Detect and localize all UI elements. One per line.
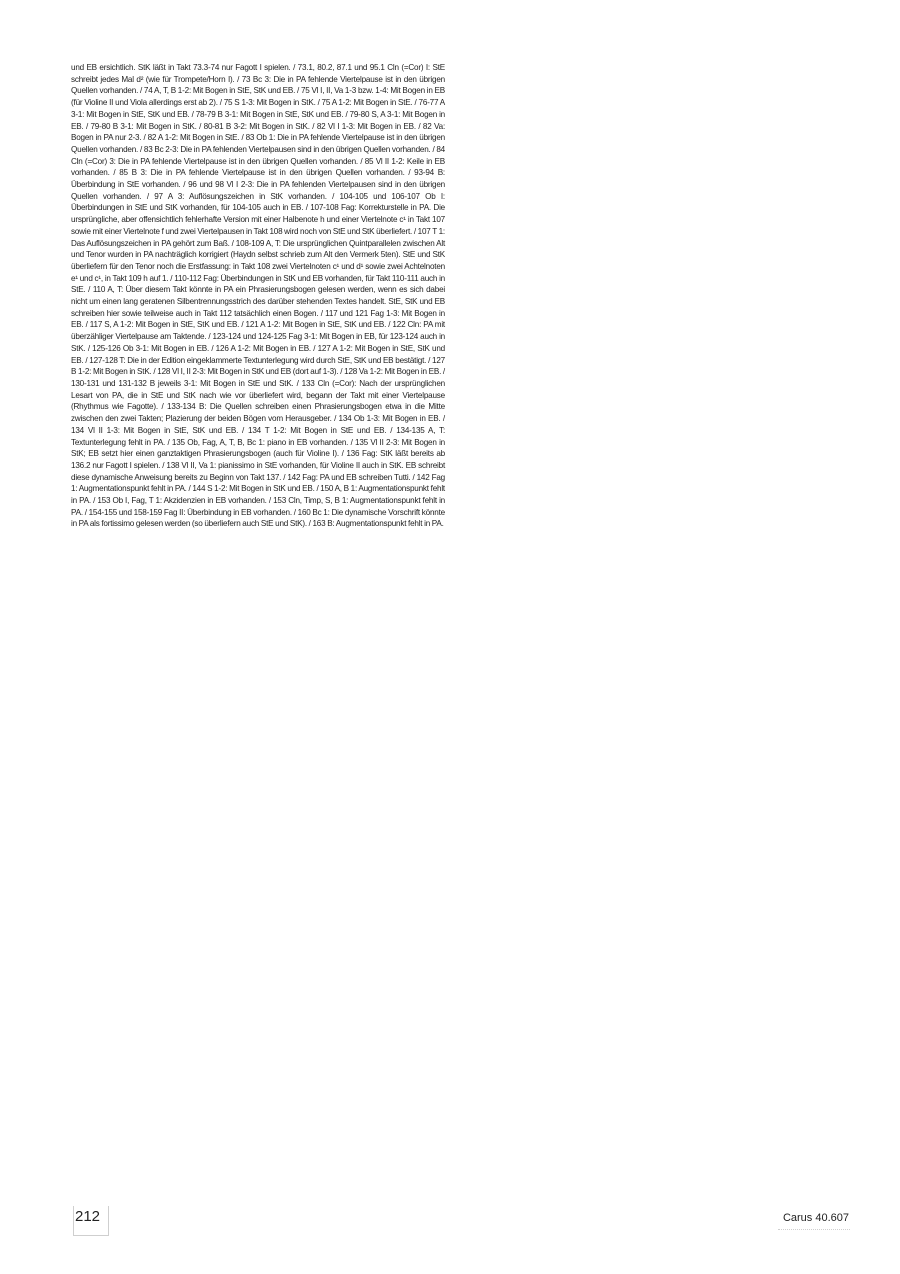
page-number: 212 [75, 1208, 101, 1225]
catalog-number: Carus 40.607 [782, 1212, 849, 1224]
critical-report-paragraph: und EB ersichtlich. StK läßt in Takt 73.3-74 nur Fagott I spielen. / 73.1, 80.2, 87.1 und 95.1 Cln (=Cor) I: StE schreibt jedes Mal d² (wie für Trompete/Horn I). / 73 Bc 3: Die in PA fehlende Viertelpause ist in den übrigen Quellen vorhanden. / 74 A, T, B 1-2: Mit Bogen in StE, StK und EB. / 75 Vl I, II, Va 1-3 bzw. 1-4: Mit Bogen in EB (für Violine II und Viola allerdings erst ab 2). / 75 S 1-3: Mit Bogen in StK. / 75 A 1-2: Mit Bogen in StE. / 76-77 A 3-1: Mit Bogen in StE, StK und EB. / 78-79 B 3-1: Mit Bogen in StE, StK und EB. / 79-80 S, A 3-1: Mit Bogen in EB. / 79-80 B 3-1: Mit Bogen in StK. / 80-81 B 3-2: Mit Bogen in StK. / 82 Vl I 1-3: Mit Bogen in EB. / 82 Va: Bogen in PA nur 2-3. / 82 A 1-2: Mit Bogen in StE. / 83 Ob 1: Die in PA fehlende Viertelpause ist in den übrigen Quellen vorhanden. / 83 Bc 2-3: Die in PA fehlenden Viertelpausen sind in den übrigen Quellen vorhanden. / 84 Cln (=Cor) 3: Die in PA fehlende Viertelpause ist in den übrigen Quellen vorhanden. / 85 Vl II 1-2: Keile in EB vorhanden. / 85 B 3: Die in PA fehlende Viertelpause ist in den übrigen Quellen vorhanden. / 93-94 B: Überbindung in StE vorhanden. / 96 und 98 Vl I 2-3: Die in PA fehlenden Viertelpausen sind in den übrigen Quellen vorhanden. / 97 A 3: Auflösungszeichen in StK vorhanden. / 104-105 und 106-107 Ob I: Überbindungen in StE und StK vorhanden, für 104-105 auch in EB. / 107-108 Fag: Korrekturstelle in PA. Die ursprüngliche, aber offensichtlich fehlerhafte Version mit einer Halbenote h und einer Viertelnote c¹ in Takt 107 sowie mit einer Viertelnote f und zwei Viertelpausen in Takt 108 wird noch von StE und StK überliefert. / 107 T 1: Das Auflösungszeichen in PA gehört zum Baß. / 108-109 A, T: Die ursprünglichen Quintparallelen zwischen Alt und Tenor wurden in PA nachträglich korrigiert (Haydn selbst schrieb zum Alt den Vermerk 5ten). StE und StK überliefern für den Tenor noch die Erstfassung: in Takt 108 zwei Viertelnoten c¹ und d¹ sowie zwei Achtelnoten e¹ und c¹, in Takt 109 h auf 1. / 110-112 Fag: Überbindungen in StK und EB vorhanden, für Takt 110-111 auch in StE. / 110 A, T: Über diesem Takt könnte in PA ein Phrasierungsbogen gelesen werden, wenn es sich dabei nicht um einen lang geratenen Silbentrennungsstrich des darüber stehenden Textes handelt. StE, StK und EB schreiben hier sowie teilweise auch in Takt 112 tatsächlich einen Bogen. / 117 und 121 Fag 1-3: Mit Bogen in EB. / 117 S, A 1-2: Mit Bogen in StE, StK und EB. / 121 A 1-2: Mit Bogen in StE, StK und EB. / 122 Cln: PA mit überzähliger Viertelpause am Taktende. / 123-124 und 124-125 Fag 3-1: Mit Bogen in EB, für 123-124 auch in StK. / 125-126 Ob 3-1: Mit Bogen in EB. / 126 A 1-2: Mit Bogen in EB. / 127 A 1-2: Mit Bogen in StE, StK und EB. / 127-128 T: Die in der Edition eingeklammerte Textunterlegung wird durch StE, StK und EB bestätigt. / 127 B 1-2: Mit Bogen in StK. / 128 Vl I, II 2-3: Mit Bogen in StK und EB (dort auf 1-3). / 128 Va 1-2: Mit Bogen in EB. / 130-131 und 131-132 B jeweils 3-1: Mit Bogen in StE und StK. / 133 Cln (=Cor): Nach der ursprünglichen Lesart von PA, die in StE und StK nach wie vor überliefert wird, begann der Takt mit einer Viertelpause (Rhythmus wie Fagotte). / 133-134 B: Die Quellen schreiben einen Phrasierungsbogen etwa in die Mitte zwischen den zwei Takten; Plazierung der beiden Bögen vom Herausgeber. / 134 Ob 1-3: Mit Bogen in EB. / 134 Vl II 1-3: Mit Bogen in StE, StK und EB. / 134 T 1-2: Mit Bogen in StE und EB. / 134-135 A, T: Textunterlegung fehlt in PA. / 135 Ob, Fag, A, T, B, Bc 1: piano in EB vorhanden. / 135 Vl II 2-3: Mit Bogen in StK; EB setzt hier einen ganztaktigen Phrasierungsbogen (auch für Violine I). / 136 Fag: StK läßt bereits ab 136.2 nur Fagott I spielen. / 138 Vl II, Va 1: pianissimo in StE vorhanden, für Violine II auch in StK. EB schreibt diese dynamische Anweisung bereits zu Beginn von Takt 137. / 142 Fag: PA und EB schreiben Tutti. / 142 Fag 1: Augmentationspunkt fehlt in PA. / 144 S 1-2: Mit Bogen in StK und EB. / 150 A, B 1: Augmentationspunkt fehlt in PA. / 153 Ob I, Fag, T 1: Akzidenzien in EB vorhanden. / 153 Cln, Timp, S, B 1: Augmentationspunkt fehlt in PA. / 154-155 und 158-159 Fag II: Überbindung in EB vorhanden. / 160 Bc 1: Die dynamische Vorschrift könnte in PA als fortissimo gelesen werden (so überliefern auch StE und StK). / 163 B: Augmentationspunkt fehlt in PA. [71, 63, 445, 529]
critical-report-text-column [71, 62, 445, 530]
catalog-number-rule [778, 1229, 850, 1230]
